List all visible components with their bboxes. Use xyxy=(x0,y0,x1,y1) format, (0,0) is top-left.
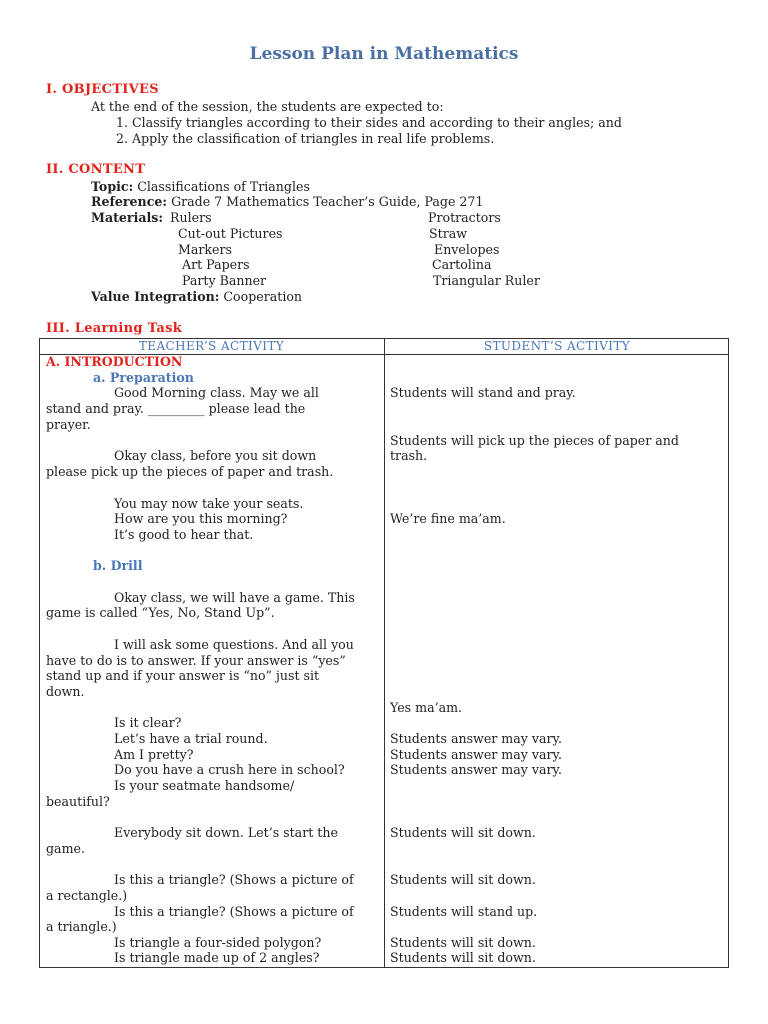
material-item: Straw xyxy=(429,226,467,241)
reference-row xyxy=(91,194,483,210)
student-line: Students will sit down. xyxy=(390,825,536,840)
teacher-line: Is this a triangle? (Shows a picture of xyxy=(114,872,354,887)
value-integration-value: Cooperation xyxy=(223,289,303,304)
teacher-line: Am I pretty? xyxy=(114,747,194,762)
value-integration-row xyxy=(91,289,302,305)
teacher-line: beautiful? xyxy=(46,794,110,809)
table-column-divider xyxy=(384,338,385,968)
value-integration-label: Value Integration: xyxy=(91,289,220,304)
student-line: Students answer may vary. xyxy=(390,762,562,777)
student-line: Students will pick up the pieces of paper and xyxy=(390,433,679,448)
topic-value: Classifications of Triangles xyxy=(137,179,310,194)
objective-item-2: 2. Apply the classification of triangles in real life problems. xyxy=(116,131,495,146)
student-line: Students answer may vary. xyxy=(390,731,562,746)
teacher-line: please pick up the pieces of paper and trash. xyxy=(46,464,334,479)
material-item: Cartolina xyxy=(432,257,492,272)
teacher-line: Do you have a crush here in school? xyxy=(114,762,345,777)
introduction-heading: A. INTRODUCTION xyxy=(46,354,183,369)
teacher-line: Okay class, before you sit down xyxy=(114,448,317,463)
drill-subheading: b. Drill xyxy=(93,558,143,573)
student-line: Students answer may vary. xyxy=(390,747,562,762)
student-line: trash. xyxy=(390,448,428,463)
student-line: Students will sit down. xyxy=(390,872,536,887)
student-activity-header: STUDENT’S ACTIVITY xyxy=(483,339,631,353)
materials-label: Materials: xyxy=(91,210,164,225)
preparation-subheading: a. Preparation xyxy=(93,370,194,385)
page-title: Lesson Plan in Mathematics xyxy=(249,44,519,64)
content-heading: II. CONTENT xyxy=(46,162,146,177)
objectives-heading: I. OBJECTIVES xyxy=(46,82,159,97)
material-item: Markers xyxy=(178,242,232,257)
teacher-line: Good Morning class. May we all xyxy=(114,385,319,400)
teacher-line: stand up and if your answer is “no” just sit xyxy=(46,668,320,683)
student-line: Yes ma’am. xyxy=(390,700,463,715)
objectives-intro: At the end of the session, the students are expected to: xyxy=(91,99,444,114)
teacher-line: Okay class, we will have a game. This xyxy=(114,590,355,605)
teacher-line: Is this a triangle? (Shows a picture of xyxy=(114,904,354,919)
teacher-line: game is called “Yes, No, Stand Up”. xyxy=(46,605,275,620)
material-item: Triangular Ruler xyxy=(433,273,540,288)
teacher-line: down. xyxy=(46,684,85,699)
teacher-line: game. xyxy=(46,841,85,856)
material-item: Party Banner xyxy=(182,273,267,288)
material-item: Art Papers xyxy=(182,257,250,272)
teacher-line: Let’s have a trial round. xyxy=(114,731,268,746)
student-line: Students will sit down. xyxy=(390,935,536,950)
teacher-line: a triangle.) xyxy=(46,919,117,934)
objective-item-1: 1. Classify triangles according to their sides and according to their angles; and xyxy=(116,115,622,130)
learning-task-heading: III. Learning Task xyxy=(46,321,183,336)
topic-label: Topic: xyxy=(91,179,134,194)
teacher-line: a rectangle.) xyxy=(46,888,128,903)
teacher-line: Everybody sit down. Let’s start the xyxy=(114,825,338,840)
material-item: Protractors xyxy=(428,210,501,225)
material-item: Cut-out Pictures xyxy=(178,226,283,241)
topic-row xyxy=(91,179,310,195)
teacher-line: Is it clear? xyxy=(114,715,182,730)
material-item: Rulers xyxy=(170,210,212,225)
teacher-line: I will ask some questions. And all you xyxy=(114,637,354,652)
reference-label: Reference: xyxy=(91,194,168,209)
teacher-line: Is triangle made up of 2 angles? xyxy=(114,950,320,965)
teacher-line: Is your seatmate handsome/ xyxy=(114,778,295,793)
student-line: Students will stand up. xyxy=(390,904,538,919)
teacher-line: stand and pray. _________ please lead the xyxy=(46,401,306,416)
teacher-line: How are you this morning? xyxy=(114,511,288,526)
teacher-line: You may now take your seats. xyxy=(114,496,304,511)
teacher-line: have to do is to answer. If your answer is “yes” xyxy=(46,653,346,668)
student-line: We’re fine ma’am. xyxy=(390,511,506,526)
student-line: Students will sit down. xyxy=(390,950,536,965)
material-item: Envelopes xyxy=(434,242,500,257)
reference-value: Grade 7 Mathematics Teacher’s Guide, Page 271 xyxy=(171,194,484,209)
teacher-line: Is triangle a four-sided polygon? xyxy=(114,935,322,950)
teacher-line: prayer. xyxy=(46,417,91,432)
teacher-activity-header: TEACHER’S ACTIVITY xyxy=(138,339,285,353)
teacher-line: It’s good to hear that. xyxy=(114,527,254,542)
student-line: Students will stand and pray. xyxy=(390,385,576,400)
